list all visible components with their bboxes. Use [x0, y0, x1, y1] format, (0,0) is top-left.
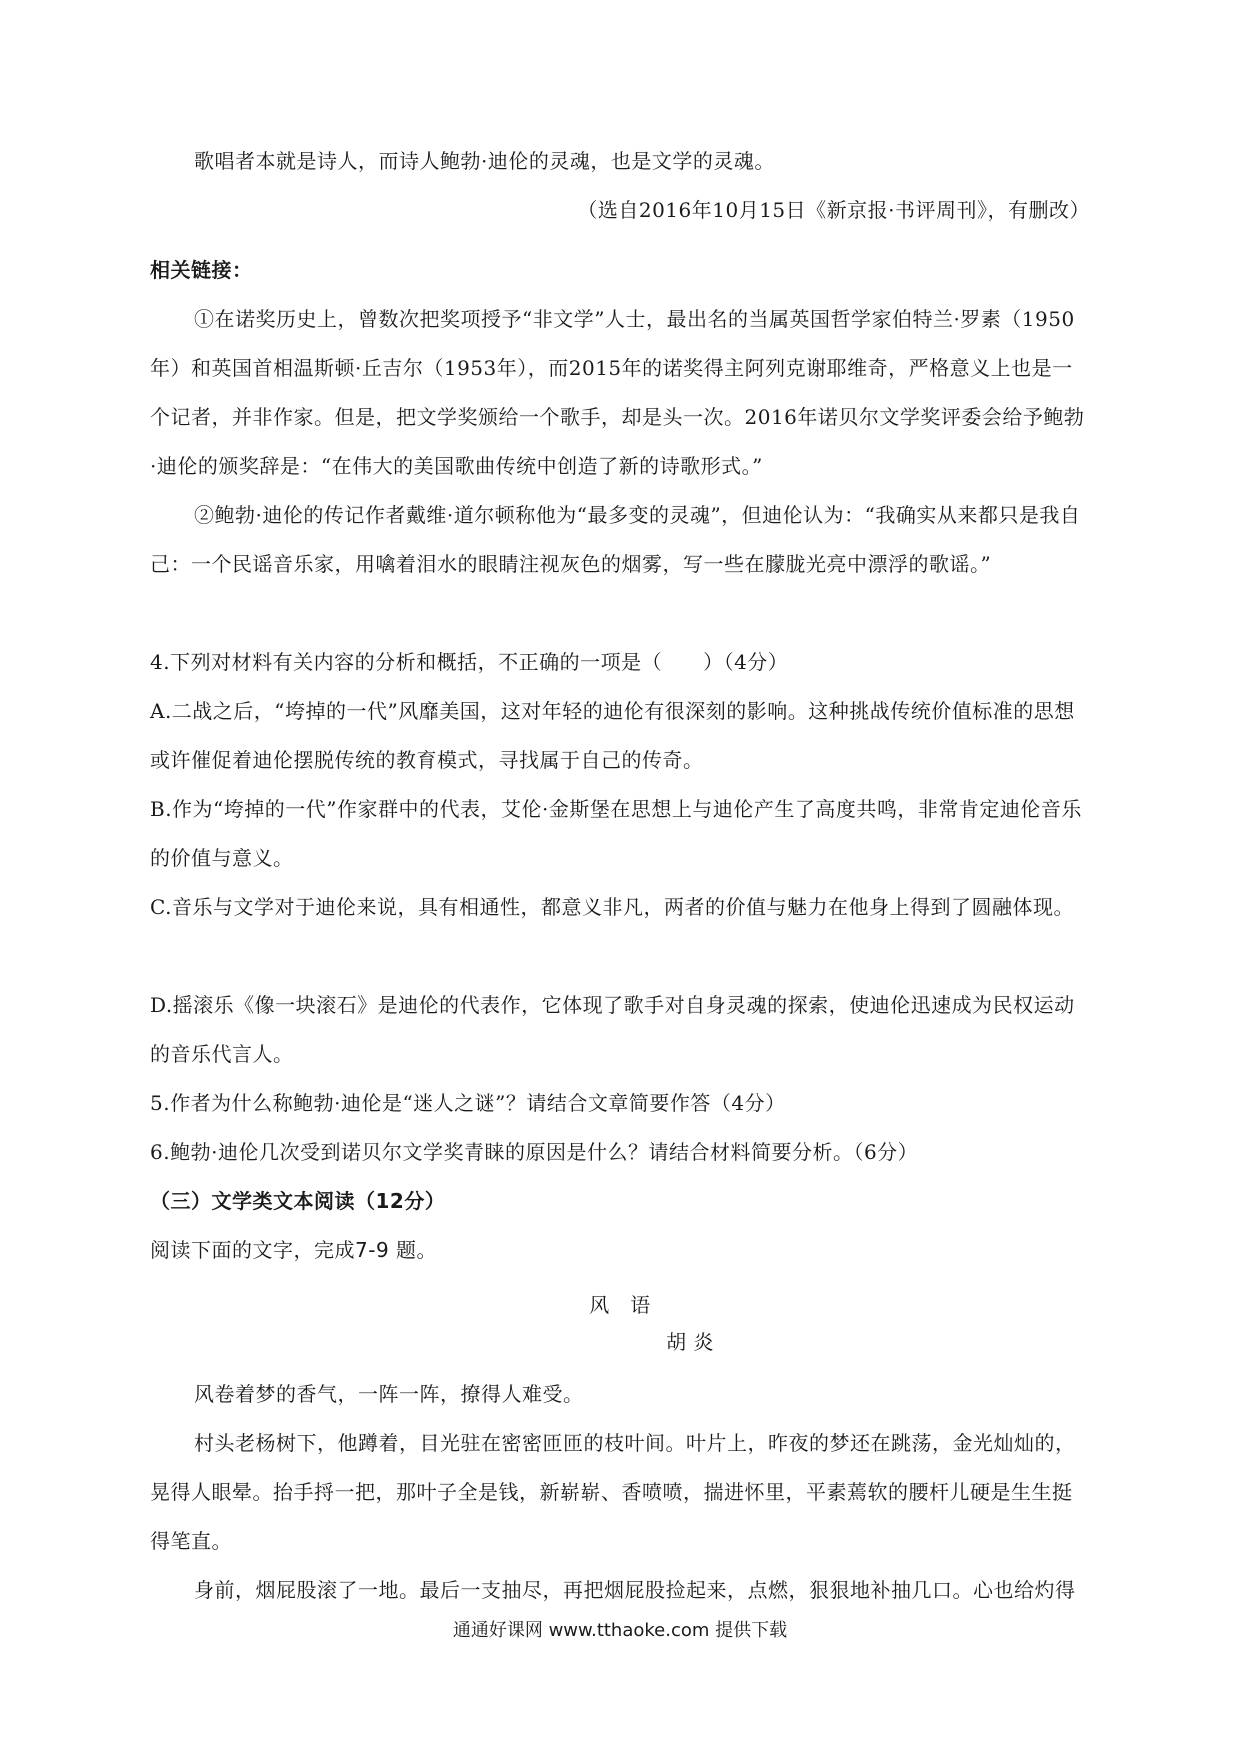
- story-paragraph-2: 村头老杨树下，他蹲着，目光驻在密密匝匝的枝叶间。叶片上，昨夜的梦还在跳荡，金光灿灿的，晃得人眼晕。抬手捋一把，那叶子全是钱，新崭崭、香喷喷，揣进怀里，平素蔫软的腰杆儿硬是生生挺得笔直。: [150, 1431, 1076, 1553]
- story-title: 风 语: [589, 1293, 651, 1317]
- section-3-instruction: 阅读下面的文字，完成7-9 题。: [150, 1238, 438, 1262]
- question-4-option-a: A.二战之后，“垮掉的一代”风靡美国，这对年轻的迪伦有很深刻的影响。这种挑战传统价值标准的思想或许催促着迪伦摆脱传统的教育模式，寻找属于自己的传奇。: [150, 699, 1075, 772]
- question-4-option-d: D.摇滚乐《像一块滚石》是迪伦的代表作，它体现了歌手对自身灵魂的探索，使迪伦迅速成为民权运动的音乐代言人。: [150, 993, 1075, 1066]
- section-3-heading: （三）文学类文本阅读（12分）: [150, 1189, 446, 1213]
- story-paragraph-3: 身前，烟屁股滚了一地。最后一支抽尽，再把烟屁股捡起来，点燃，狠狠地补抽几口。心也给灼得: [194, 1578, 1076, 1602]
- story-paragraph-1: 风卷着梦的香气，一阵一阵，撩得人难受。: [194, 1382, 584, 1406]
- story-author: 胡 炎: [666, 1330, 714, 1354]
- question-4-option-b: B.作为“垮掉的一代”作家群中的代表，艾伦·金斯堡在思想上与迪伦产生了高度共鸣，非常肯定迪伦音乐的价值与意义。: [150, 797, 1082, 870]
- passage-source: （选自2016年10月15日《新京报·书评周刊》，有删改）: [577, 198, 1090, 222]
- related-link-item-2: ②鲍勃·迪伦的传记作者戴维·道尔顿称他为“最多变的灵魂”，但迪伦认为：“我确实从来都只是我自己：一个民谣音乐家，用噙着泪水的眼睛注视灰色的烟雾，写一些在朦胧光亮中漂浮的歌谣。”: [150, 503, 1081, 576]
- related-link-item-1: ①在诺奖历史上，曾数次把奖项授予“非文学”人士，最出名的当属英国哲学家伯特兰·罗素（1950年）和英国首相温斯顿·丘吉尔（1953年），而2015年的诺奖得主阿列克谢耶维奇，严格意义上也是一个记者，并非作家。但是，把文学奖颁给一个歌手，却是头一次。2016年诺贝尔文学奖评委会给予鲍勃·迪伦的颁奖辞是：“在伟大的美国歌曲传统中创造了新的诗歌形式。”: [150, 307, 1085, 478]
- question-4: 4.下列对材料有关内容的分析和概括，不正确的一项是（ ）（4分）: [150, 650, 789, 674]
- related-links-heading: 相关链接：: [150, 258, 253, 282]
- question-4-option-c: C.音乐与文学对于迪伦来说，具有相通性，都意义非凡，两者的价值与魅力在他身上得到了圆融体现。: [150, 895, 1074, 919]
- question-6: 6.鲍勃·迪伦几次受到诺贝尔文学奖青睐的原因是什么？请结合材料简要分析。（6分）: [150, 1140, 919, 1164]
- page-footer: 通通好课网 www.tthaoke.com 提供下载: [452, 1620, 788, 1641]
- question-5: 5.作者为什么称鲍勃·迪伦是“迷人之谜”？请结合文章简要作答（4分）: [150, 1091, 786, 1115]
- passage-closing-line: 歌唱者本就是诗人，而诗人鲍勃·迪伦的灵魂，也是文学的灵魂。: [194, 149, 775, 173]
